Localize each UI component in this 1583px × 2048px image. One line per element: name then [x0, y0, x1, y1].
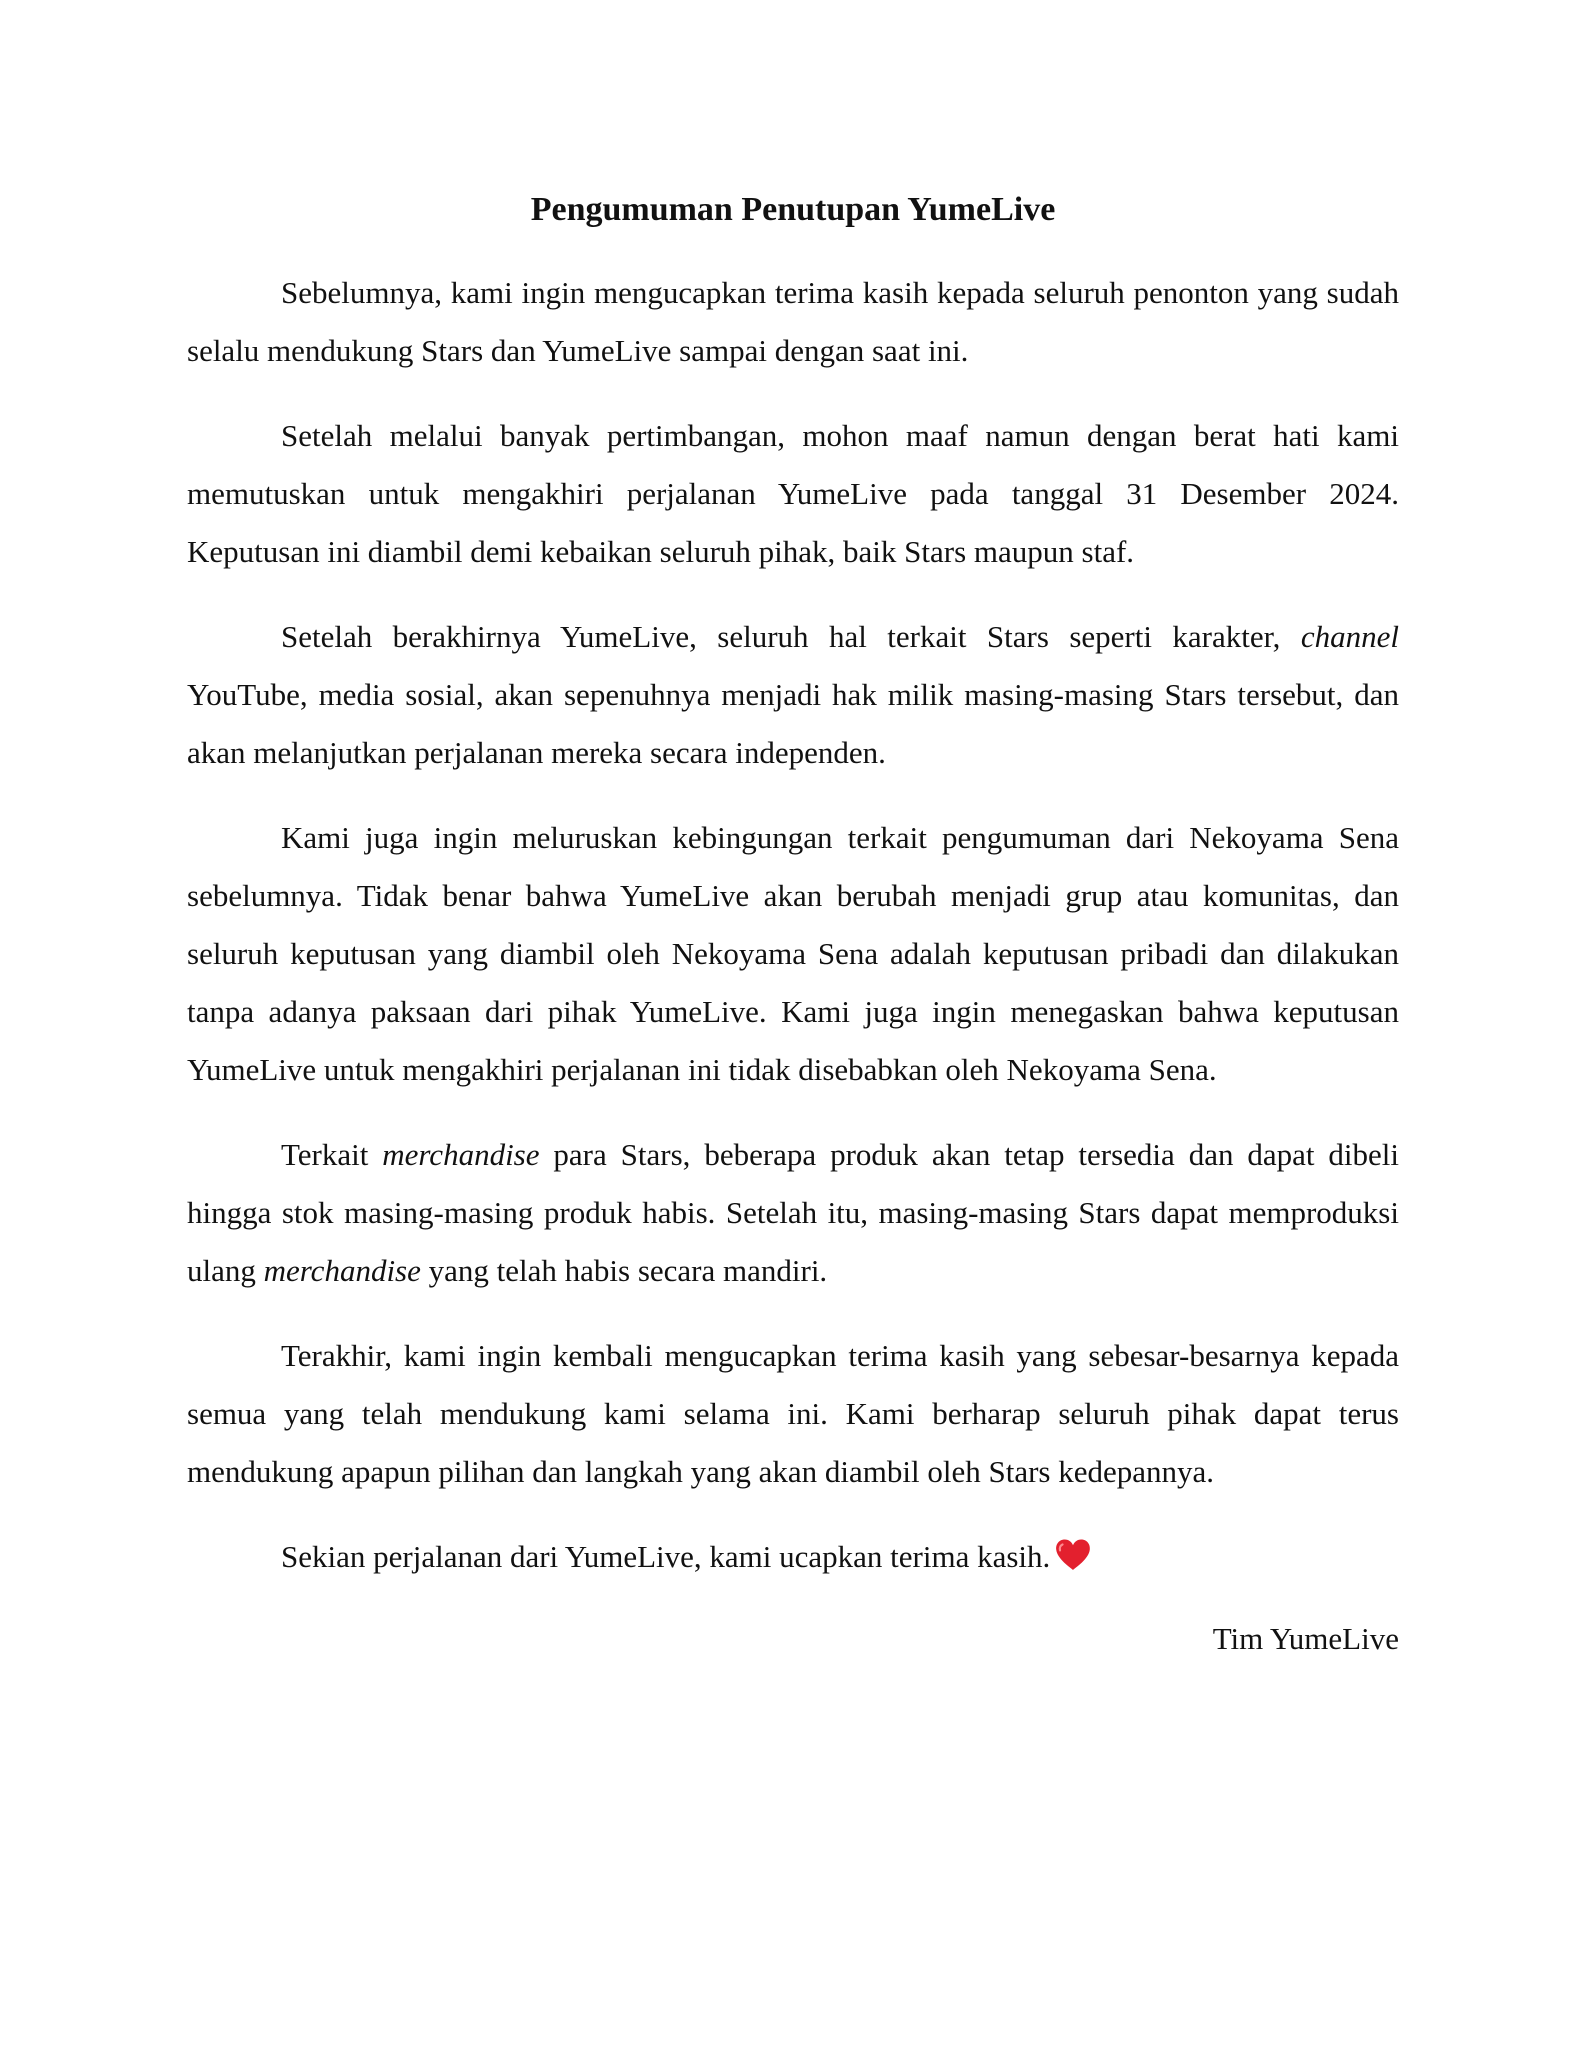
- paragraph-merchandise: [187, 1126, 1399, 1300]
- signature: Tim YumeLive: [1212, 1621, 1399, 1656]
- paragraph-stars-rights: [187, 608, 1399, 782]
- announcement-document: [187, 182, 1399, 1668]
- paragraph-clarification: Kami juga ingin meluruskan kebingungan terkait pengumuman dari Nekoyama Sena sebelumnya. Tidak benar bahwa YumeLive akan berubah menjadi grup atau komunitas, dan seluruh keputusan yang diambil oleh Nekoyama Sena adalah keputusan pribadi dan dilakukan tanpa adanya paksaan dari pihak YumeLive. Kami juga ingin menegaskan bahwa keputusan YumeLive untuk mengakhiri perjalanan ini tidak disebabkan oleh Nekoyama Sena.: [187, 820, 1399, 1087]
- document-title: Pengumuman Penutupan YumeLive: [530, 191, 1056, 228]
- paragraph-merchandise-italic-1: merchandise: [382, 1137, 540, 1172]
- paragraph-stars-rights-text-1: Setelah berakhirnya YumeLive, seluruh hal terkait Stars seperti karakter,: [281, 619, 1301, 654]
- paragraph-merchandise-text-1: Terkait: [281, 1137, 383, 1172]
- paragraph-merchandise-text-3: yang telah habis secara mandiri.: [420, 1253, 828, 1288]
- red-heart-icon: [1054, 1533, 1092, 1567]
- paragraph-stars-rights-italic: channel: [1300, 619, 1399, 654]
- paragraph-final-thanks: Terakhir, kami ingin kembali mengucapkan terima kasih yang sebesar-besarnya kepada semua yang telah mendukung kami selama ini. Kami berharap seluruh pihak dapat terus mendukung apapun pilihan dan langkah yang akan diambil oleh Stars kedepannya.: [187, 1338, 1399, 1489]
- paragraph-stars-rights-text-2: YouTube, media sosial, akan sepenuhnya menjadi hak milik masing-masing Stars tersebut, dan akan melanjutkan perjalanan mereka secara independen.: [187, 677, 1399, 770]
- paragraph-closing-text: Sekian perjalanan dari YumeLive, kami ucapkan terima kasih.: [281, 1539, 1051, 1574]
- paragraph-merchandise-text-2: para Stars, beberapa produk akan tetap tersedia dan dapat dibeli hingga stok masing-masing produk habis. Setelah itu, masing-masing Stars dapat memproduksi ulang: [187, 1137, 1399, 1288]
- paragraph-closing: [187, 1528, 1399, 1586]
- paragraph-thanks: Sebelumnya, kami ingin mengucapkan terima kasih kepada seluruh penonton yang sudah selalu mendukung Stars dan YumeLive sampai dengan saat ini.: [187, 275, 1399, 368]
- paragraph-merchandise-italic-2: merchandise: [263, 1253, 421, 1288]
- paragraph-closure-decision: Setelah melalui banyak pertimbangan, mohon maaf namun dengan berat hati kami memutuskan untuk mengakhiri perjalanan YumeLive pada tanggal 31 Desember 2024. Keputusan ini diambil demi kebaikan seluruh pihak, baik Stars maupun staf.: [187, 418, 1399, 569]
